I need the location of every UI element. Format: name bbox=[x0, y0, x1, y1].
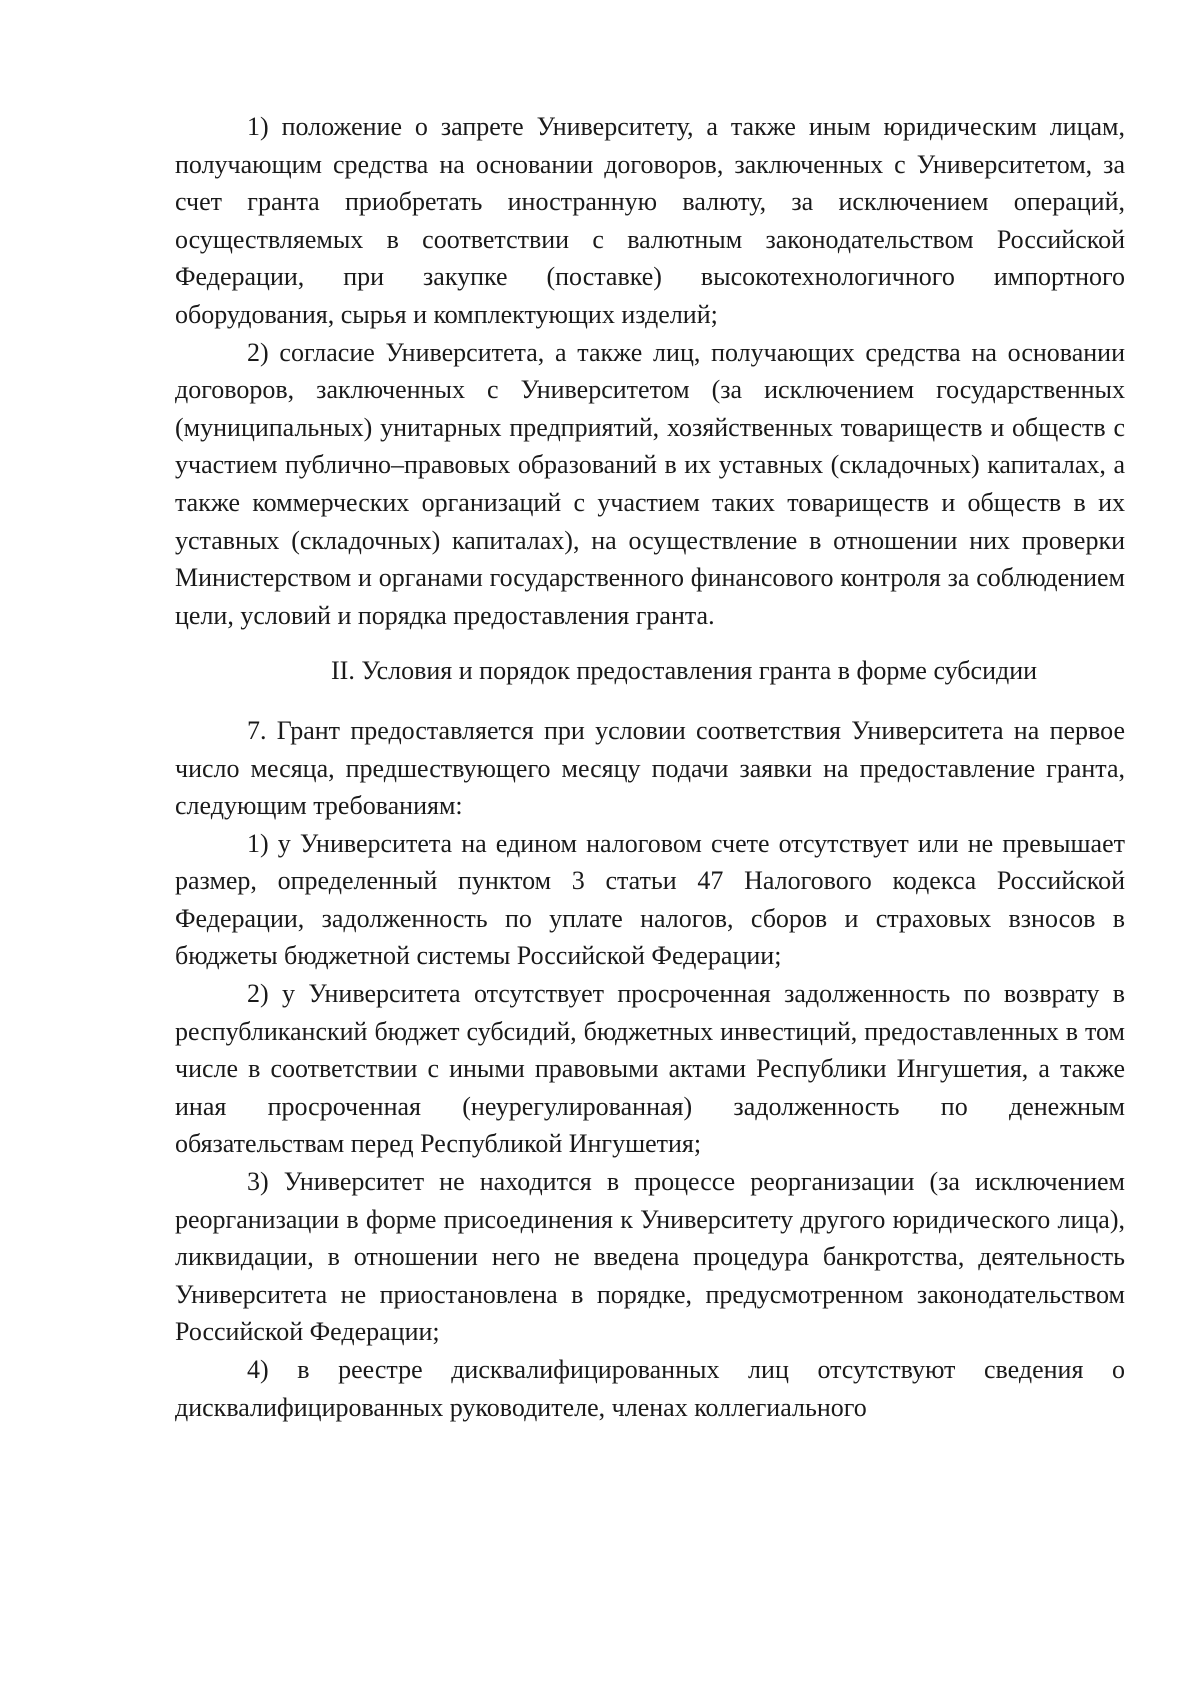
document-page bbox=[175, 108, 1125, 1426]
paragraph-item-1-prohibition: 1) положение о запрете Университету, а также иным юридическим лицам, получающим средства на основании договоров, заключенных с Университетом, за счет гранта приобретать иностранную валюту, за исключением операций, осуществляемых в соответствии с валютным законодательством Российской Федерации, при закупке (поставке) высокотехнологичного импортного оборудования, сырья и комплектующих изделий; bbox=[175, 112, 1125, 329]
paragraph-requirement-1: 1) у Университета на едином налоговом счете отсутствует или не превышает размер, определенный пунктом 3 статьи 47 Налогового кодекса Российской Федерации, задолженность по уплате налогов, сборов и страховых взносов в бюджеты бюджетной системы Российской Федерации; bbox=[175, 828, 1125, 971]
paragraph-item-2-consent: 2) согласие Университета, а также лиц, получающих средства на основании договоров, заключенных с Университетом (за исключением государственных (муниципальных) унитарных предприятий, хозяйственных товариществ и обществ с участием публично–правовых образований в их уставных (складочных) капиталах, а также коммерческих организаций с участием таких товариществ и обществ в их уставных (складочных) капиталах), на осуществление в отношении них проверки Министерством и органами государственного финансового контроля за соблюдением цели, условий и порядка предоставления гранта. bbox=[175, 337, 1125, 630]
paragraph-clause-7: 7. Грант предоставляется при условии соответствия Университета на первое число месяца, предшествующего месяцу подачи заявки на предоставление гранта, следующим требованиям: bbox=[175, 715, 1125, 821]
paragraph-requirement-3: 3) Университет не находится в процессе реорганизации (за исключением реорганизации в форме присоединения к Университету другого юридического лица), ликвидации, в отношении него не введена процедура банкротства, деятельность Университета не приостановлена в порядке, предусмотренном законодательством Российской Федерации; bbox=[175, 1167, 1125, 1347]
section-heading: II. Условия и порядок предоставления гранта в форме субсидии bbox=[331, 656, 1038, 686]
paragraph-requirement-4: 4) в реестре дисквалифицированных лиц отсутствуют сведения о дисквалифицированных руководителе, членах коллегиального bbox=[175, 1355, 1125, 1422]
paragraph-requirement-2: 2) у Университета отсутствует просроченная задолженность по возврату в республиканский бюджет субсидий, бюджетных инвестиций, предоставленных в том числе в соответствии с иными правовыми актами Республики Ингушетия, а также иная просроченная (неурегулированная) задолженность по денежным обязательствам перед Республикой Ингушетия; bbox=[175, 979, 1125, 1159]
